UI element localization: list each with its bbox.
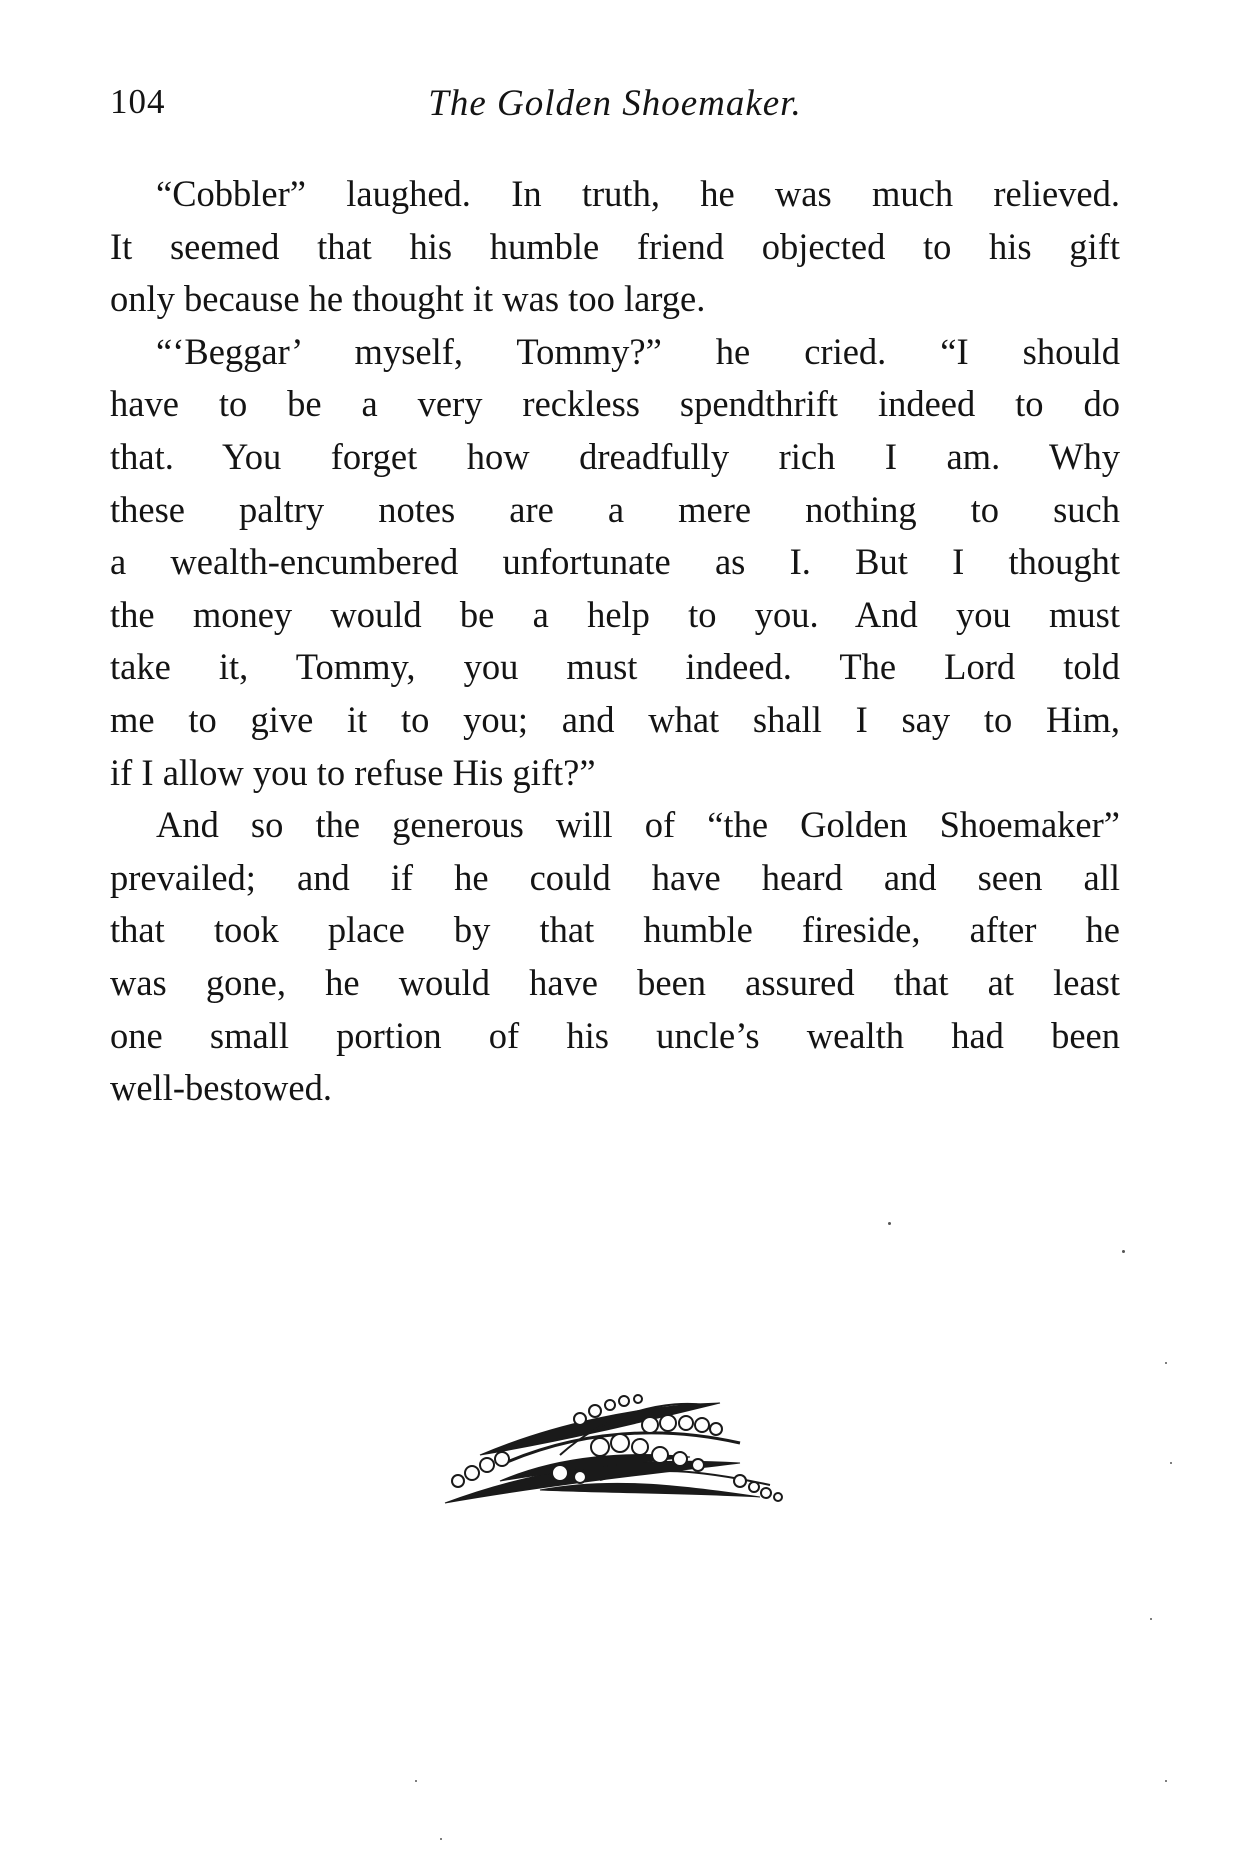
paper-speck — [1170, 1462, 1172, 1464]
page-header — [110, 82, 1120, 132]
body-text — [110, 168, 1120, 1115]
text-line: It seemed that his humble friend objected to his gift — [110, 225, 1120, 267]
text-line: one small portion of his uncle’s wealth had been — [110, 1014, 1120, 1056]
text-line: have to be a very reckless spendthrift indeed to do — [110, 383, 1120, 425]
text-line: me to give it to you; and what shall I say to Him, — [110, 698, 1120, 740]
text-line: that took place by that humble fireside, after he — [110, 909, 1120, 951]
text-line: only because he thought it was too large. — [110, 278, 706, 320]
running-title: The Golden Shoemaker. — [428, 83, 802, 124]
text-line: these paltry notes are a mere nothing to such — [110, 488, 1120, 530]
page-number: 104 — [110, 82, 166, 121]
paper-speck — [415, 1780, 417, 1782]
paper-speck — [1165, 1780, 1167, 1782]
lily-of-the-valley-vignette-icon — [440, 1385, 800, 1515]
text-line: prevailed; and if he could have heard and seen all — [110, 856, 1120, 898]
paper-speck — [1150, 1618, 1152, 1620]
text-line: “‘Beggar’ myself, Tommy?” he cried. “I should — [156, 330, 1120, 372]
text-line: well-bestowed. — [110, 1067, 332, 1109]
text-line: “Cobbler” laughed. In truth, he was much relieved. — [156, 173, 1120, 214]
text-line: take it, Tommy, you must indeed. The Lord told — [110, 646, 1120, 688]
text-line: was gone, he would have been assured that at least — [110, 961, 1120, 1003]
paper-speck — [1122, 1250, 1125, 1253]
text-line: the money would be a help to you. And you must — [110, 593, 1120, 635]
text-line: if I allow you to refuse His gift?” — [110, 751, 596, 793]
paper-speck — [1165, 1362, 1167, 1364]
text-line: a wealth-encumbered unfortunate as I. But I thought — [110, 541, 1120, 583]
paper-speck — [888, 1222, 891, 1225]
paper-speck — [440, 1838, 442, 1840]
text-line: And so the generous will of “the Golden Shoemaker” — [156, 804, 1120, 846]
text-line: that. You forget how dreadfully rich I am. Why — [110, 435, 1120, 477]
